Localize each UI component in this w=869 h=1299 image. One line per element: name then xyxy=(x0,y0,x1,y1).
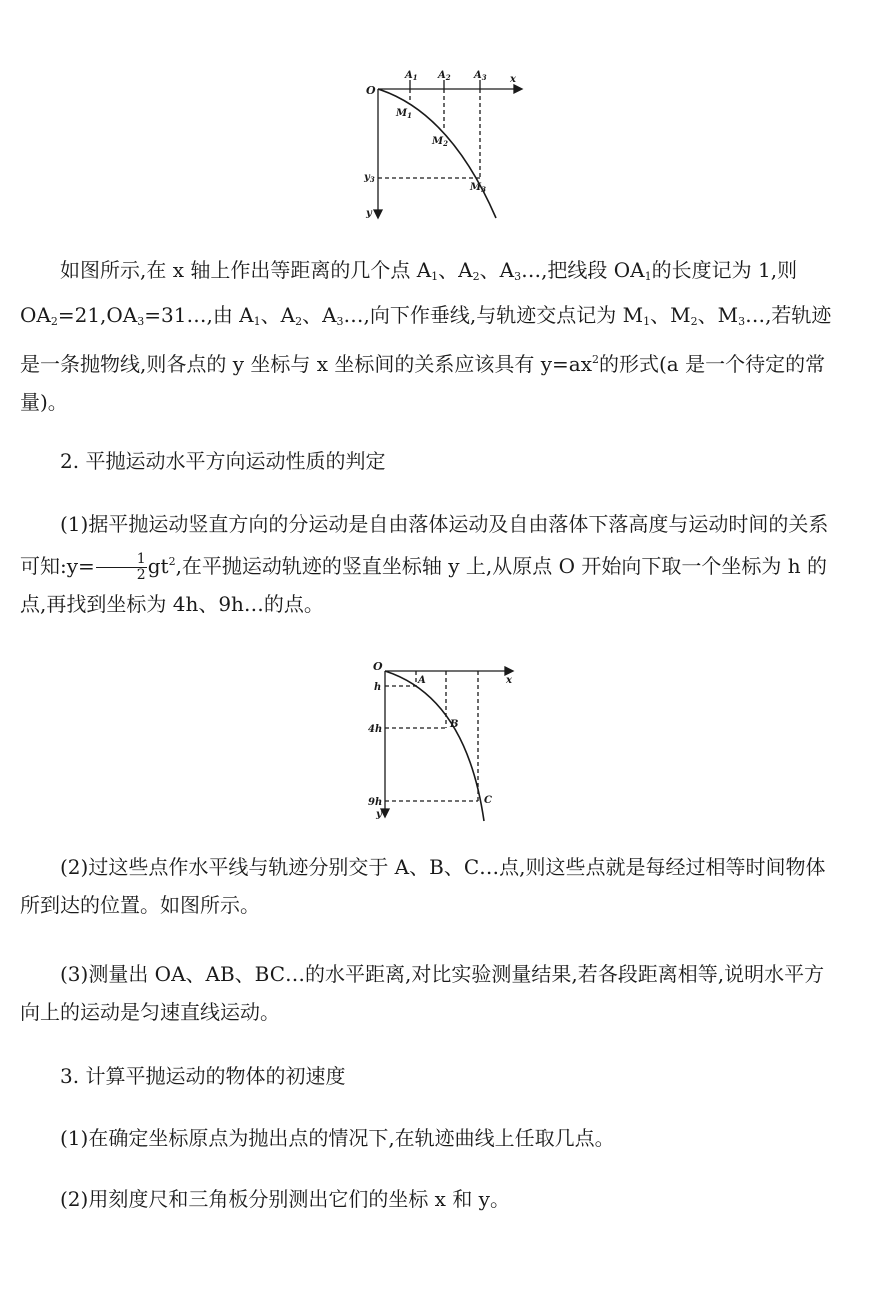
fig2-h-label: h xyxy=(374,682,382,693)
paragraph-5: (1)在确定坐标原点为抛出点的情况下,在轨迹曲线上任取几点。 xyxy=(60,1126,615,1150)
fig2-x-arrow xyxy=(505,667,513,675)
fig2-y-arrow xyxy=(381,809,389,817)
fig1-y-label: y xyxy=(366,208,372,219)
paragraph-3: (2)过这些点作水平线与轨迹分别交于 A、B、C…点,则这些点就是每经过相等时间物体所到达的位置。如图所示。 xyxy=(20,855,826,917)
fig1-m3-label: $M_3$ xyxy=(470,182,486,194)
fig1-a1-label: $A_1$ xyxy=(405,70,418,82)
fig2-point-c-label: C xyxy=(484,795,492,806)
fig1-x-label: x xyxy=(510,74,516,85)
section-heading-2: 2. 平抛运动水平方向运动性质的判定 xyxy=(60,449,386,473)
section-heading-3: 3. 计算平抛运动的物体的初速度 xyxy=(60,1064,346,1088)
fig1-y-arrow xyxy=(374,210,382,218)
paragraph-6: (2)用刻度尺和三角板分别测出它们的坐标 x 和 y。 xyxy=(60,1187,510,1211)
fig1-x-arrow xyxy=(514,85,522,93)
fig1-m2-label: $M_2$ xyxy=(432,136,448,148)
fig1-y3-label: $y_3$ xyxy=(364,172,375,184)
fig2-4h-label: 4h xyxy=(368,724,383,735)
fig2-trajectory-curve xyxy=(385,671,484,821)
paragraph-2: (1)据平抛运动竖直方向的分运动是自由落体运动及自由落体下落高度与运动时间的关系可知:y= $\frac{1}{2}$ $gt^2$,在平抛运动轨迹的竖直坐标轴 y 上,从原点 O 开始向下取一个坐标为 h 的点,再找到坐标为 4h、9h…的点。 xyxy=(20,512,829,616)
paragraph-1: 如图所示,在 x 轴上作出等距离的几个点 $A_1$、$A_2$、$A_3\dots$,把线段 $OA_1$的长度记为 1,则 $OA_2=21,OA_3=31\dots$,由 $A_1$、$A_2$、$A_3\dots$,向下作垂线,与轨迹交点记为 $M_1$、$M_2$、$M_3\dots$,若轨迹是一条抛物线,则各点的 y 坐标与 x 坐标间的关系应该具有 $y=ax^2$的形式(a 是一个待定的常量)。 xyxy=(20,258,832,414)
fig1-origin-label: O xyxy=(366,84,376,97)
fig2-9h-label: 9h xyxy=(368,797,383,808)
paragraph-4: (3)测量出 OA、AB、BC…的水平距离,对比实验测量结果,若各段距离相等,说明水平方向上的运动是匀速直线运动。 xyxy=(20,962,825,1024)
fig1-a2-label: $A_2$ xyxy=(438,70,451,82)
fraction-one-half: $\frac{1}{2}$ xyxy=(96,552,147,583)
fig1-m1-label: $M_1$ xyxy=(396,108,412,120)
figure-2-equal-height-diagram xyxy=(0,655,869,835)
fig2-point-a-label: A xyxy=(418,675,426,686)
fig2-x-label: x xyxy=(506,675,512,686)
fig2-point-b-label: B xyxy=(450,719,459,730)
fig1-a3-label: $A_3$ xyxy=(474,70,487,82)
fig2-origin-label: O xyxy=(373,660,383,673)
fig2-y-label: y xyxy=(376,809,382,820)
